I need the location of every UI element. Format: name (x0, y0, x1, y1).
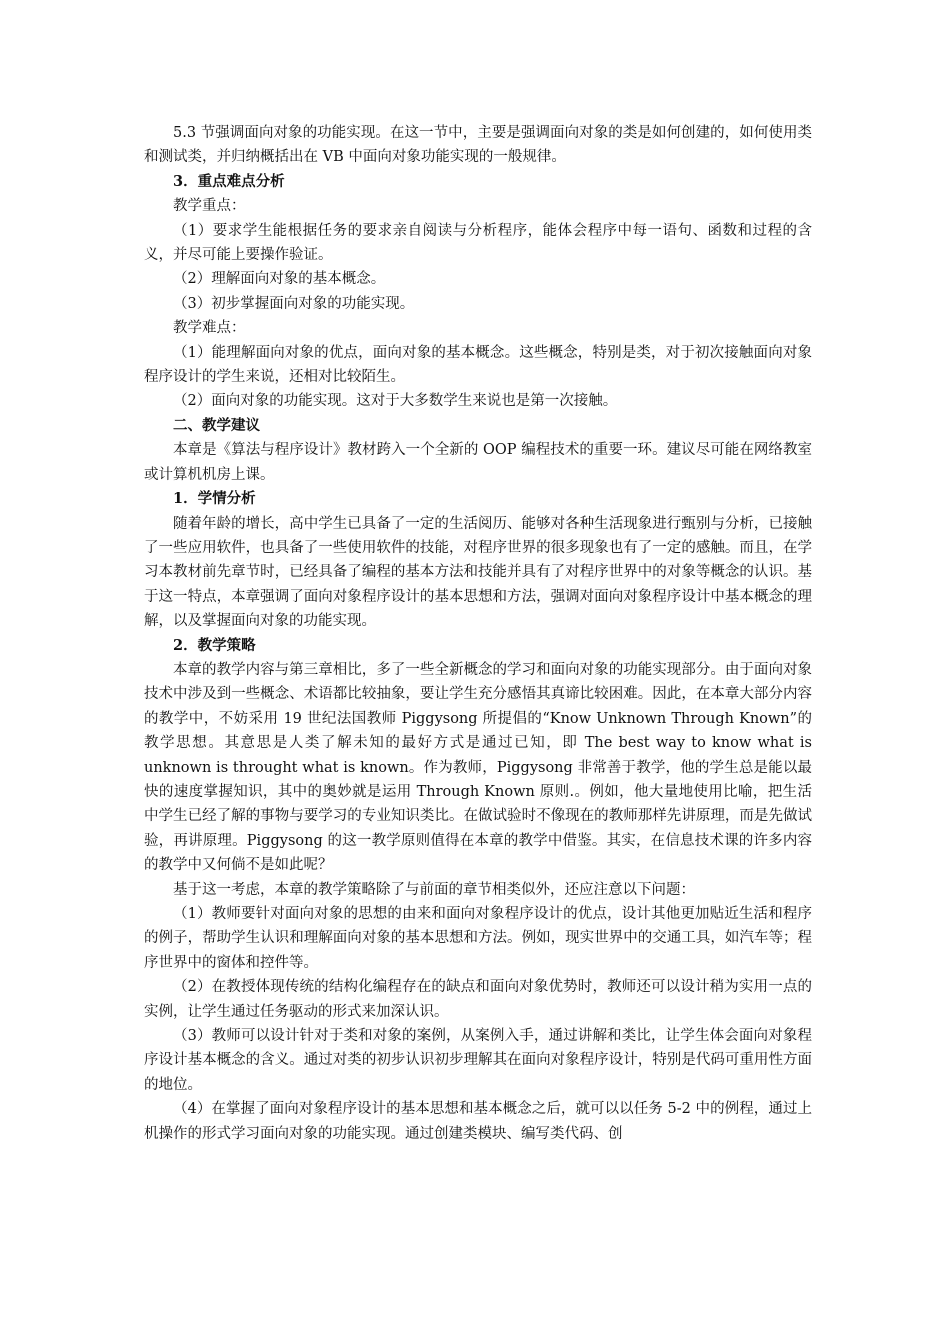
paragraph-chapter-intro: 本章是《算法与程序设计》教材跨入一个全新的 OOP 编程技术的重要一环。建议尽可能在网络教室或计算机机房上课。 (144, 442, 812, 483)
paragraph-strategy-intro: 基于这一考虑，本章的教学策略除了与前面的章节相类似外，还应注意以下问题： (173, 881, 695, 898)
label-teaching-difficulty: 教学难点： (173, 320, 246, 337)
strategy-item-2: （2）在教授体现传统的结构化编程存在的缺点和面向对象优势时，教师还可以设计稍为实用一点的实例，让学生通过任务驱动的形式来加深认识。 (144, 979, 812, 1020)
focus-item-2: （2）理解面向对象的基本概念。 (173, 271, 386, 288)
focus-item-3: （3）初步掌握面向对象的功能实现。 (173, 295, 415, 312)
strategy-item-4: （4）在掌握了面向对象程序设计的基本思想和基本概念之后，就可以以任务 5-2 中的例程，通过上机操作的形式学习面向对象的功能实现。通过创建类模块、编写类代码、创 (144, 1101, 812, 1142)
difficulty-item-1: （1）能理解面向对象的优点，面向对象的基本概念。这些概念，特别是类，对于初次接触面向对象程序设计的学生来说，还相对比较陌生。 (144, 344, 812, 386)
paragraph-oop-5-3: 5.3 节强调面向对象的功能实现。在这一节中，主要是强调面向对象的类是如何创建的，如何使用类和测试类，并归纳概括出在 VB 中面向对象功能实现的一般规律。 (144, 125, 812, 166)
heading-teaching-strategy: 2．教学策略 (173, 636, 256, 654)
strategy-item-3: （3）教师可以设计针对于类和对象的案例，从案例入手，通过讲解和类比，让学生体会面向对象程序设计基本概念的含义。通过对类的初步认识初步理解其在面向对象程序设计，特别是代码可重用性方面的地位。 (144, 1028, 812, 1093)
label-teaching-focus: 教学重点： (173, 198, 246, 215)
heading-key-difficult-points: 3．重点难点分析 (173, 172, 285, 190)
paragraph-teaching-strategy: 本章的教学内容与第三章相比，多了一些全新概念的学习和面向对象的功能实现部分。由于面向对象技术中涉及到一些概念、术语都比较抽象，要让学生充分感悟其真谛比较困难。因此，在本章大部分内容的教学中，不妨采用 19 世纪法国教师 Piggysong 所提倡的“Know Unknown Through Known”的教学思想。其意思是人类了解未知的最好方式是通过已知，即 The best way to know what is unknown is throught what is known。作为教师，Piggysong 非常善于教学，他的学生总是能以最快的速度掌握知识，其中的奥妙就是运用 Through Known 原则.。例如，他大量地使用比喻，把生活中学生已经了解的事物与要学习的专业知识类比。在做试验时不像现在的教师那样先讲原理，而是先做试验，再讲原理。Piggysong 的这一教学原则值得在本章的教学中借鉴。其实，在信息技术课的许多内容的教学中又何倘不是如此呢？ (144, 661, 812, 874)
difficulty-item-2: （2）面向对象的功能实现。这对于大多数学生来说也是第一次接触。 (173, 393, 618, 410)
paragraph-learner-analysis: 随着年龄的增长，高中学生已具备了一定的生活阅历、能够对各种生活现象进行甄别与分析，已接触了一些应用软件，也具备了一些使用软件的技能，对程序世界的很多现象也有了一定的感触。而且，在学习本教材前先章节时，已经具备了编程的基本方法和技能并具有了对程序世界中的对象等概念的认识。基于这一特点，本章强调了面向对象程序设计的基本思想和方法，强调对面向对象程序设计中基本概念的理解，以及掌握面向对象的功能实现。 (144, 515, 812, 630)
focus-item-1: （1）要求学生能根据任务的要求亲自阅读与分析程序，能体会程序中每一语句、函数和过程的含义，并尽可能上要操作验证。 (144, 222, 812, 264)
strategy-item-1: （1）教师要针对面向对象的思想的由来和面向对象程序设计的优点，设计其他更加贴近生活和程序的例子，帮助学生认识和理解面向对象的基本思想和方法。例如，现实世界中的交通工具，如汽车等；程序世界中的窗体和控件等。 (144, 906, 812, 971)
heading-teaching-suggestions: 二、教学建议 (173, 416, 260, 434)
heading-learner-analysis: 1．学情分析 (173, 490, 256, 508)
